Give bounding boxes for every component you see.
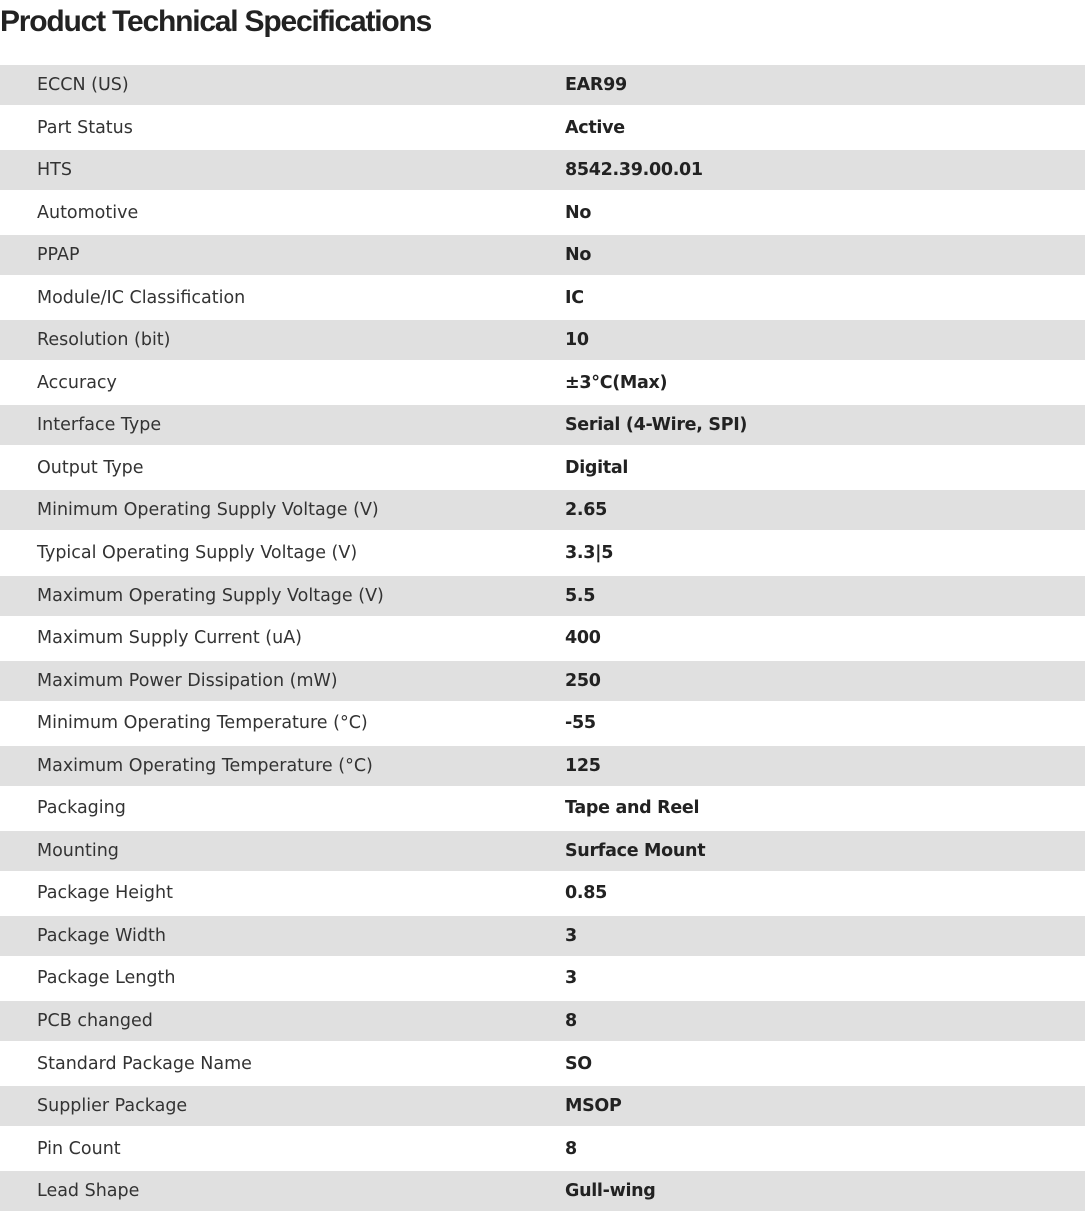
- spec-value: 3.3|5: [565, 543, 614, 564]
- spec-row: [0, 616, 1085, 661]
- spec-label: Output Type: [37, 457, 144, 478]
- spec-value: MSOP: [565, 1096, 622, 1117]
- spec-value: 0.85: [565, 883, 607, 904]
- spec-row: [0, 661, 1085, 701]
- spec-value: 3: [565, 968, 577, 989]
- spec-label: Interface Type: [37, 415, 162, 436]
- spec-row: [0, 445, 1085, 490]
- spec-label: Maximum Power Dissipation (mW): [37, 670, 338, 691]
- spec-row: [0, 530, 1085, 575]
- spec-label: Package Length: [37, 968, 176, 989]
- spec-row: [0, 360, 1085, 405]
- spec-row: [0, 956, 1085, 1001]
- spec-row: [0, 786, 1085, 831]
- spec-label: Typical Operating Supply Voltage (V): [37, 543, 358, 564]
- spec-row: [0, 190, 1085, 235]
- spec-value: Serial (4-Wire, SPI): [565, 415, 748, 436]
- spec-value: 10: [565, 330, 589, 351]
- spec-value: SO: [565, 1053, 592, 1074]
- spec-value: No: [565, 202, 592, 223]
- spec-label: Automotive: [37, 202, 139, 223]
- spec-row: [0, 871, 1085, 916]
- spec-label: HTS: [37, 160, 72, 181]
- spec-value: 400: [565, 628, 601, 649]
- spec-label: Supplier Package: [37, 1096, 188, 1117]
- spec-value: 2.65: [565, 500, 607, 521]
- spec-label: Maximum Operating Temperature (°C): [37, 755, 373, 776]
- spec-row: [0, 65, 1085, 105]
- spec-value: 8: [565, 1011, 577, 1032]
- spec-row: [0, 701, 1085, 746]
- spec-value: Tape and Reel: [565, 798, 700, 819]
- spec-value: Gull-wing: [565, 1181, 656, 1202]
- spec-row: [0, 235, 1085, 275]
- spec-row: [0, 1171, 1085, 1211]
- spec-label: PPAP: [37, 245, 80, 266]
- spec-row: [0, 831, 1085, 871]
- spec-row: [0, 916, 1085, 956]
- spec-label: Package Height: [37, 883, 173, 904]
- spec-value: 125: [565, 755, 601, 776]
- spec-row: [0, 576, 1085, 616]
- spec-row: [0, 320, 1085, 360]
- spec-label: Minimum Operating Temperature (°C): [37, 713, 368, 734]
- spec-value: Surface Mount: [565, 840, 706, 861]
- spec-label: Resolution (bit): [37, 330, 171, 351]
- spec-value: 250: [565, 670, 601, 691]
- spec-value: Digital: [565, 457, 629, 478]
- spec-row: [0, 1086, 1085, 1126]
- spec-label: Standard Package Name: [37, 1053, 252, 1074]
- spec-value: Active: [565, 117, 625, 138]
- spec-table: [0, 65, 1085, 1211]
- spec-label: ECCN (US): [37, 75, 129, 95]
- spec-value: IC: [565, 287, 584, 308]
- spec-row: [0, 275, 1085, 320]
- spec-label: Maximum Operating Supply Voltage (V): [37, 585, 384, 606]
- spec-label: Module/IC Classification: [37, 287, 246, 308]
- spec-row: [0, 1126, 1085, 1171]
- spec-label: Maximum Supply Current (uA): [37, 628, 302, 649]
- spec-label: Minimum Operating Supply Voltage (V): [37, 500, 379, 521]
- spec-row: [0, 1041, 1085, 1086]
- spec-label: Part Status: [37, 117, 133, 138]
- spec-row: [0, 490, 1085, 530]
- spec-row: [0, 150, 1085, 190]
- page-title: Product Technical Specifications: [0, 5, 432, 38]
- spec-value: -55: [565, 713, 596, 734]
- spec-label: PCB changed: [37, 1011, 153, 1032]
- spec-label: Accuracy: [37, 372, 117, 393]
- spec-label: Mounting: [37, 840, 119, 861]
- spec-row: [0, 105, 1085, 150]
- spec-value: 3: [565, 925, 577, 946]
- spec-row: [0, 746, 1085, 786]
- spec-label: Package Width: [37, 925, 166, 946]
- spec-row: [0, 405, 1085, 445]
- spec-label: Lead Shape: [37, 1181, 140, 1202]
- spec-value: 8: [565, 1138, 577, 1159]
- spec-value: EAR99: [565, 75, 627, 95]
- spec-row: [0, 1001, 1085, 1041]
- spec-value: 8542.39.00.01: [565, 160, 703, 181]
- spec-value: ±3°C(Max): [565, 372, 668, 393]
- spec-label: Packaging: [37, 798, 126, 819]
- spec-label: Pin Count: [37, 1138, 121, 1159]
- spec-value: 5.5: [565, 585, 596, 606]
- spec-value: No: [565, 245, 592, 266]
